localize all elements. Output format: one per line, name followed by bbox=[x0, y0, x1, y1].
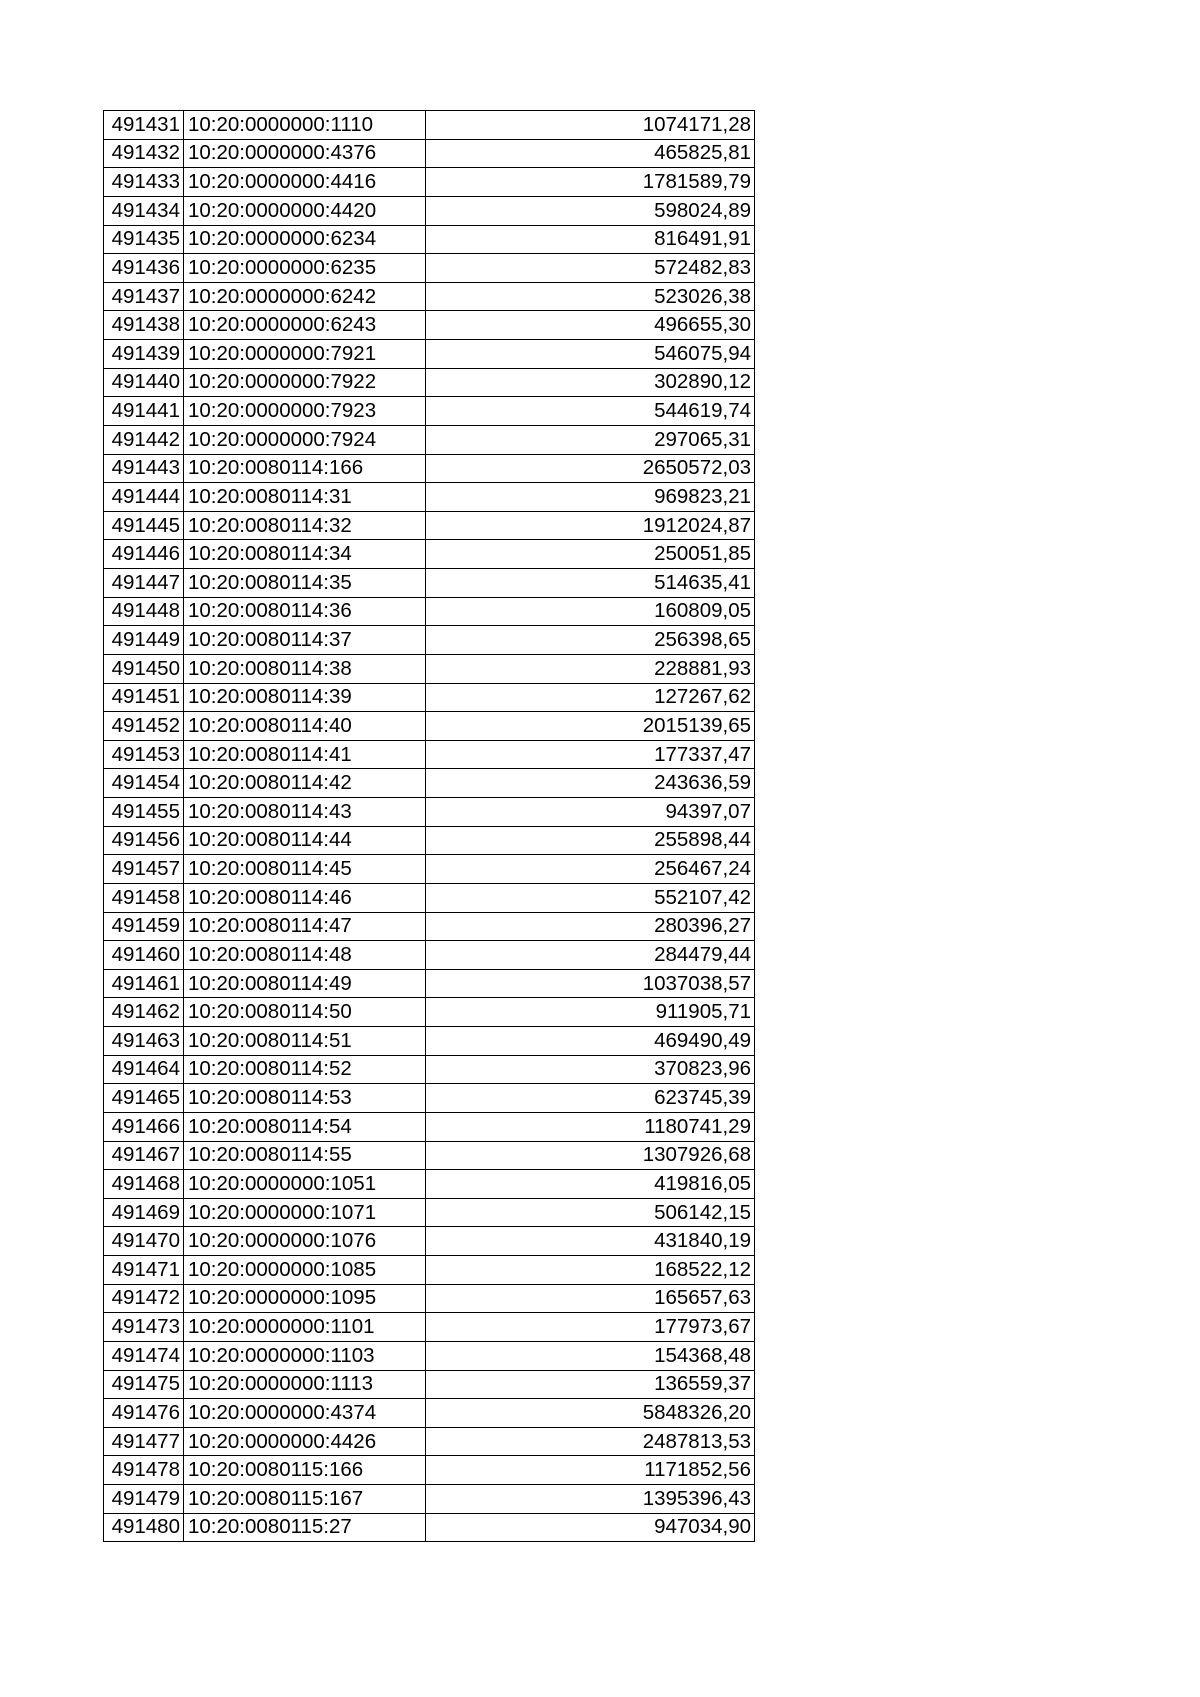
row-number-cell: 491465 bbox=[104, 1084, 184, 1113]
cadastral-number-cell: 10:20:0080114:35 bbox=[184, 569, 426, 598]
value-cell: 431840,19 bbox=[426, 1227, 755, 1256]
row-number-cell: 491455 bbox=[104, 798, 184, 827]
table-row bbox=[104, 282, 755, 311]
row-number-cell: 491458 bbox=[104, 883, 184, 912]
value-cell: 256398,65 bbox=[426, 626, 755, 655]
row-number-cell: 491444 bbox=[104, 483, 184, 512]
value-cell: 572482,83 bbox=[426, 254, 755, 283]
table-row bbox=[104, 798, 755, 827]
row-number-cell: 491447 bbox=[104, 569, 184, 598]
row-number-cell: 491440 bbox=[104, 368, 184, 397]
value-cell: 506142,15 bbox=[426, 1198, 755, 1227]
cadastral-number-cell: 10:20:0000000:1110 bbox=[184, 111, 426, 140]
row-number-cell: 491437 bbox=[104, 282, 184, 311]
value-cell: 250051,85 bbox=[426, 540, 755, 569]
cadastral-number-cell: 10:20:0080114:41 bbox=[184, 740, 426, 769]
table-row bbox=[104, 683, 755, 712]
value-cell: 165657,63 bbox=[426, 1284, 755, 1313]
table-row bbox=[104, 168, 755, 197]
cadastral-number-cell: 10:20:0080114:48 bbox=[184, 941, 426, 970]
value-cell: 2015139,65 bbox=[426, 712, 755, 741]
table-row bbox=[104, 483, 755, 512]
row-number-cell: 491470 bbox=[104, 1227, 184, 1256]
table-row bbox=[104, 1112, 755, 1141]
cadastral-number-cell: 10:20:0080114:53 bbox=[184, 1084, 426, 1113]
cadastral-number-cell: 10:20:0080114:40 bbox=[184, 712, 426, 741]
row-number-cell: 491450 bbox=[104, 654, 184, 683]
row-number-cell: 491466 bbox=[104, 1112, 184, 1141]
cadastral-number-cell: 10:20:0080115:166 bbox=[184, 1456, 426, 1485]
cadastral-number-cell: 10:20:0000000:1051 bbox=[184, 1170, 426, 1199]
table-row bbox=[104, 1256, 755, 1285]
value-cell: 256467,24 bbox=[426, 855, 755, 884]
row-number-cell: 491433 bbox=[104, 168, 184, 197]
table-row bbox=[104, 998, 755, 1027]
value-cell: 1307926,68 bbox=[426, 1141, 755, 1170]
value-cell: 5848326,20 bbox=[426, 1399, 755, 1428]
table-row bbox=[104, 855, 755, 884]
cadastral-number-cell: 10:20:0000000:4426 bbox=[184, 1427, 426, 1456]
cadastral-number-cell: 10:20:0080114:45 bbox=[184, 855, 426, 884]
cadastral-number-cell: 10:20:0000000:7923 bbox=[184, 397, 426, 426]
value-cell: 243636,59 bbox=[426, 769, 755, 798]
row-number-cell: 491471 bbox=[104, 1256, 184, 1285]
table-row bbox=[104, 1313, 755, 1342]
value-cell: 469490,49 bbox=[426, 1027, 755, 1056]
value-cell: 1180741,29 bbox=[426, 1112, 755, 1141]
value-cell: 1781589,79 bbox=[426, 168, 755, 197]
cadastral-number-cell: 10:20:0080114:42 bbox=[184, 769, 426, 798]
value-cell: 544619,74 bbox=[426, 397, 755, 426]
cadastral-number-cell: 10:20:0080114:51 bbox=[184, 1027, 426, 1056]
cadastral-number-cell: 10:20:0080114:49 bbox=[184, 969, 426, 998]
table-row bbox=[104, 1170, 755, 1199]
table-row bbox=[104, 1084, 755, 1113]
cadastral-number-cell: 10:20:0080114:43 bbox=[184, 798, 426, 827]
cadastral-number-cell: 10:20:0080114:50 bbox=[184, 998, 426, 1027]
value-cell: 1074171,28 bbox=[426, 111, 755, 140]
table-row bbox=[104, 1427, 755, 1456]
cadastral-number-cell: 10:20:0080114:38 bbox=[184, 654, 426, 683]
cadastral-number-cell: 10:20:0080114:34 bbox=[184, 540, 426, 569]
row-number-cell: 491469 bbox=[104, 1198, 184, 1227]
table-row bbox=[104, 883, 755, 912]
cadastral-number-cell: 10:20:0000000:4374 bbox=[184, 1399, 426, 1428]
cadastral-number-cell: 10:20:0080114:54 bbox=[184, 1112, 426, 1141]
cadastral-number-cell: 10:20:0080114:44 bbox=[184, 826, 426, 855]
value-cell: 2487813,53 bbox=[426, 1427, 755, 1456]
row-number-cell: 491478 bbox=[104, 1456, 184, 1485]
value-cell: 284479,44 bbox=[426, 941, 755, 970]
cadastral-number-cell: 10:20:0080114:32 bbox=[184, 511, 426, 540]
value-cell: 598024,89 bbox=[426, 196, 755, 225]
table-row bbox=[104, 941, 755, 970]
row-number-cell: 491461 bbox=[104, 969, 184, 998]
cadastral-number-cell: 10:20:0000000:4416 bbox=[184, 168, 426, 197]
row-number-cell: 491459 bbox=[104, 912, 184, 941]
row-number-cell: 491464 bbox=[104, 1055, 184, 1084]
row-number-cell: 491438 bbox=[104, 311, 184, 340]
cadastral-number-cell: 10:20:0080114:52 bbox=[184, 1055, 426, 1084]
table-row bbox=[104, 712, 755, 741]
table-row bbox=[104, 1284, 755, 1313]
cadastral-number-cell: 10:20:0000000:4420 bbox=[184, 196, 426, 225]
value-cell: 2650572,03 bbox=[426, 454, 755, 483]
value-cell: 370823,96 bbox=[426, 1055, 755, 1084]
value-cell: 419816,05 bbox=[426, 1170, 755, 1199]
row-number-cell: 491467 bbox=[104, 1141, 184, 1170]
cadastral-number-cell: 10:20:0000000:1085 bbox=[184, 1256, 426, 1285]
value-cell: 523026,38 bbox=[426, 282, 755, 311]
cadastral-number-cell: 10:20:0000000:1113 bbox=[184, 1370, 426, 1399]
row-number-cell: 491443 bbox=[104, 454, 184, 483]
row-number-cell: 491451 bbox=[104, 683, 184, 712]
value-cell: 280396,27 bbox=[426, 912, 755, 941]
table-row bbox=[104, 826, 755, 855]
row-number-cell: 491454 bbox=[104, 769, 184, 798]
cadastral-number-cell: 10:20:0080114:36 bbox=[184, 597, 426, 626]
cadastral-number-cell: 10:20:0080115:27 bbox=[184, 1513, 426, 1542]
value-cell: 514635,41 bbox=[426, 569, 755, 598]
cadastral-number-cell: 10:20:0080115:167 bbox=[184, 1485, 426, 1514]
value-cell: 1171852,56 bbox=[426, 1456, 755, 1485]
table-row bbox=[104, 311, 755, 340]
table-row bbox=[104, 1513, 755, 1542]
table-row bbox=[104, 769, 755, 798]
row-number-cell: 491431 bbox=[104, 111, 184, 140]
value-cell: 160809,05 bbox=[426, 597, 755, 626]
value-cell: 297065,31 bbox=[426, 425, 755, 454]
table-row bbox=[104, 254, 755, 283]
table-row bbox=[104, 1198, 755, 1227]
value-cell: 127267,62 bbox=[426, 683, 755, 712]
table-row bbox=[104, 1399, 755, 1428]
value-cell: 1912024,87 bbox=[426, 511, 755, 540]
value-cell: 552107,42 bbox=[426, 883, 755, 912]
value-cell: 136559,37 bbox=[426, 1370, 755, 1399]
table-row bbox=[104, 368, 755, 397]
table-row bbox=[104, 912, 755, 941]
table-row bbox=[104, 225, 755, 254]
row-number-cell: 491439 bbox=[104, 340, 184, 369]
row-number-cell: 491474 bbox=[104, 1341, 184, 1370]
row-number-cell: 491436 bbox=[104, 254, 184, 283]
row-number-cell: 491472 bbox=[104, 1284, 184, 1313]
value-cell: 947034,90 bbox=[426, 1513, 755, 1542]
table-row bbox=[104, 425, 755, 454]
table-row bbox=[104, 397, 755, 426]
table-row bbox=[104, 196, 755, 225]
value-cell: 177973,67 bbox=[426, 1313, 755, 1342]
cadastral-number-cell: 10:20:0000000:6234 bbox=[184, 225, 426, 254]
cadastral-number-cell: 10:20:0080114:39 bbox=[184, 683, 426, 712]
value-cell: 94397,07 bbox=[426, 798, 755, 827]
table-row bbox=[104, 1341, 755, 1370]
table-row bbox=[104, 1227, 755, 1256]
table-row bbox=[104, 1055, 755, 1084]
row-number-cell: 491476 bbox=[104, 1399, 184, 1428]
table-row bbox=[104, 111, 755, 140]
cadastral-number-cell: 10:20:0000000:6235 bbox=[184, 254, 426, 283]
value-cell: 623745,39 bbox=[426, 1084, 755, 1113]
cadastral-number-cell: 10:20:0000000:7921 bbox=[184, 340, 426, 369]
cadastral-number-cell: 10:20:0000000:1103 bbox=[184, 1341, 426, 1370]
row-number-cell: 491477 bbox=[104, 1427, 184, 1456]
cadastral-number-cell: 10:20:0000000:6242 bbox=[184, 282, 426, 311]
value-cell: 816491,91 bbox=[426, 225, 755, 254]
row-number-cell: 491479 bbox=[104, 1485, 184, 1514]
table-row bbox=[104, 969, 755, 998]
value-cell: 228881,93 bbox=[426, 654, 755, 683]
row-number-cell: 491456 bbox=[104, 826, 184, 855]
row-number-cell: 491480 bbox=[104, 1513, 184, 1542]
row-number-cell: 491468 bbox=[104, 1170, 184, 1199]
cadastral-number-cell: 10:20:0080114:47 bbox=[184, 912, 426, 941]
value-cell: 177337,47 bbox=[426, 740, 755, 769]
value-cell: 911905,71 bbox=[426, 998, 755, 1027]
value-cell: 496655,30 bbox=[426, 311, 755, 340]
value-cell: 168522,12 bbox=[426, 1256, 755, 1285]
value-cell: 1037038,57 bbox=[426, 969, 755, 998]
table-row bbox=[104, 1370, 755, 1399]
table-row bbox=[104, 1485, 755, 1514]
row-number-cell: 491449 bbox=[104, 626, 184, 655]
row-number-cell: 491432 bbox=[104, 139, 184, 168]
value-cell: 255898,44 bbox=[426, 826, 755, 855]
cadastral-number-cell: 10:20:0080114:31 bbox=[184, 483, 426, 512]
table-row bbox=[104, 597, 755, 626]
row-number-cell: 491448 bbox=[104, 597, 184, 626]
cadastral-number-cell: 10:20:0000000:4376 bbox=[184, 139, 426, 168]
cadastral-number-cell: 10:20:0080114:55 bbox=[184, 1141, 426, 1170]
row-number-cell: 491460 bbox=[104, 941, 184, 970]
cadastral-number-cell: 10:20:0000000:6243 bbox=[184, 311, 426, 340]
table-row bbox=[104, 654, 755, 683]
table-row bbox=[104, 1456, 755, 1485]
cadastral-number-cell: 10:20:0000000:1101 bbox=[184, 1313, 426, 1342]
table-row bbox=[104, 1141, 755, 1170]
row-number-cell: 491445 bbox=[104, 511, 184, 540]
row-number-cell: 491446 bbox=[104, 540, 184, 569]
row-number-cell: 491475 bbox=[104, 1370, 184, 1399]
cadastral-number-cell: 10:20:0000000:1071 bbox=[184, 1198, 426, 1227]
table-row bbox=[104, 1027, 755, 1056]
value-cell: 546075,94 bbox=[426, 340, 755, 369]
row-number-cell: 491441 bbox=[104, 397, 184, 426]
table-body bbox=[104, 111, 755, 1542]
cadastral-number-cell: 10:20:0080114:37 bbox=[184, 626, 426, 655]
table-row bbox=[104, 139, 755, 168]
row-number-cell: 491457 bbox=[104, 855, 184, 884]
value-cell: 465825,81 bbox=[426, 139, 755, 168]
value-cell: 154368,48 bbox=[426, 1341, 755, 1370]
table-row bbox=[104, 540, 755, 569]
cadastral-number-cell: 10:20:0000000:7924 bbox=[184, 425, 426, 454]
data-table bbox=[103, 110, 755, 1542]
value-cell: 1395396,43 bbox=[426, 1485, 755, 1514]
row-number-cell: 491435 bbox=[104, 225, 184, 254]
value-cell: 302890,12 bbox=[426, 368, 755, 397]
row-number-cell: 491463 bbox=[104, 1027, 184, 1056]
cadastral-number-cell: 10:20:0000000:1076 bbox=[184, 1227, 426, 1256]
row-number-cell: 491473 bbox=[104, 1313, 184, 1342]
cadastral-number-cell: 10:20:0080114:46 bbox=[184, 883, 426, 912]
row-number-cell: 491434 bbox=[104, 196, 184, 225]
table-row bbox=[104, 569, 755, 598]
row-number-cell: 491462 bbox=[104, 998, 184, 1027]
cadastral-number-cell: 10:20:0000000:7922 bbox=[184, 368, 426, 397]
table-row bbox=[104, 626, 755, 655]
row-number-cell: 491453 bbox=[104, 740, 184, 769]
row-number-cell: 491452 bbox=[104, 712, 184, 741]
table-row bbox=[104, 740, 755, 769]
cadastral-number-cell: 10:20:0080114:166 bbox=[184, 454, 426, 483]
table-row bbox=[104, 511, 755, 540]
value-cell: 969823,21 bbox=[426, 483, 755, 512]
table-row bbox=[104, 454, 755, 483]
row-number-cell: 491442 bbox=[104, 425, 184, 454]
table-row bbox=[104, 340, 755, 369]
cadastral-number-cell: 10:20:0000000:1095 bbox=[184, 1284, 426, 1313]
